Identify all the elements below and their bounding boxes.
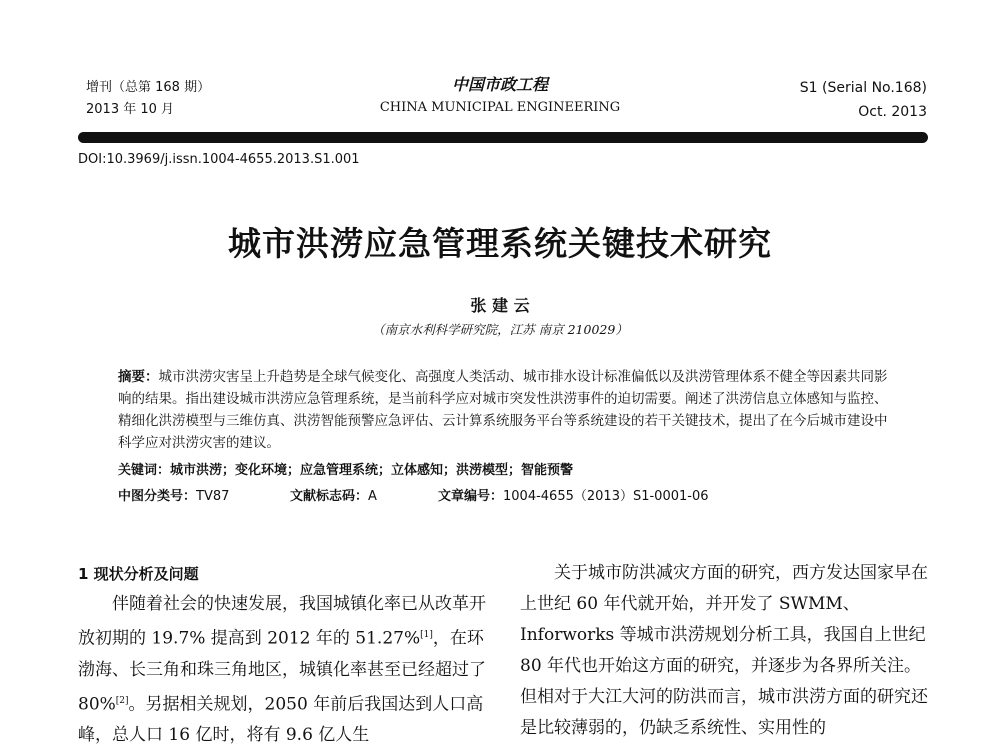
keywords-label: 关键词： <box>118 463 171 478</box>
author: 张 建 云 <box>470 296 530 315</box>
date-cn: 2013 年 10 月 <box>86 102 175 117</box>
doc-code-value: A <box>368 489 377 504</box>
classification-value: TV87 <box>196 489 230 504</box>
paragraph-text: 。另据相关规划，2050 年前后我国达到人口高峰，总人口 16 亿时，将有 9.6 亿人生 <box>78 694 484 746</box>
abstract-label: 摘要： <box>118 369 159 385</box>
doc-code-label: 文献标志码： <box>290 489 369 504</box>
citation[interactable]: [1] <box>420 630 433 640</box>
journal-name-en: CHINA MUNICIPAL ENGINEERING <box>379 100 621 115</box>
date-en: Oct. 2013 <box>858 104 927 120</box>
citation[interactable]: [2] <box>115 695 129 706</box>
abstract-text: 城市洪涝灾害呈上升趋势是全球气候变化、高强度人类活动、城市排水设计标准偏低以及洪涝管理体系不健全等因素共同影响的结果。指出建设城市洪涝应急管理系统，是当前科学应对城市突发性洪涝事件的迫切需要。阐述了洪涝信息立体感知与监控、精细化洪涝模型与三维仿真、洪涝智能预警应急评估、云计算系统服务平台等系统建设的若干关键技术，提出了在今后城市建设中科学应对洪涝灾害的建议。 <box>118 369 888 451</box>
article-number-value: 1004-4655（2013）S1-0001-06 <box>503 489 709 504</box>
journal-logo-cn: 中国市政工程 <box>451 75 548 94</box>
left-column <box>78 589 488 751</box>
abstract <box>118 366 898 454</box>
paragraph-text: 关于城市防洪减灾方面的研究，西方发达国家早在上世纪 60 年代就开始，并开发了 SWMM、Inforworks 等城市洪涝规划分析工具，我国自上世纪 80 年代也开始这方面的研究，并逐步为各界所关注。但相对于大江大河的防洪而言，城市洪涝方面的研究还是比较薄弱的，仍缺乏系统性、实用性的 <box>520 563 928 738</box>
doi[interactable]: DOI:10.3969/j.issn.1004-4655.2013.S1.001 <box>78 152 360 167</box>
paragraph-text: ，在环渤海、长三角和珠三角地区，城镇化率甚至已经超过了 80% <box>78 628 486 715</box>
issue-label: 增刊（总第 168 期） <box>86 80 211 95</box>
page-title: 城市洪涝应急管理系统关键技术研究 <box>228 224 772 263</box>
paragraph-text: 伴随着社会的快速发展，我国城镇化率已从改革开放初期的 19.7% 提高到 2012 年的 51.27% <box>78 594 486 649</box>
article-number-label: 文章编号： <box>438 489 504 504</box>
keywords <box>118 459 573 478</box>
article-number <box>438 485 709 504</box>
classification-label: 中图分类号： <box>118 489 197 504</box>
header-rule <box>78 132 928 143</box>
affiliation: （南京水利科学研究院，江苏 南京 210029） <box>372 322 628 337</box>
section-heading: 1 现状分析及问题 <box>78 565 199 583</box>
keywords-text: 城市洪涝；变化环境；应急管理系统；立体感知；洪涝模型；智能预警 <box>170 463 574 478</box>
classification <box>118 485 229 504</box>
right-column <box>520 558 930 744</box>
serial-number: S1 (Serial No.168) <box>799 80 927 96</box>
doc-code <box>290 485 377 504</box>
